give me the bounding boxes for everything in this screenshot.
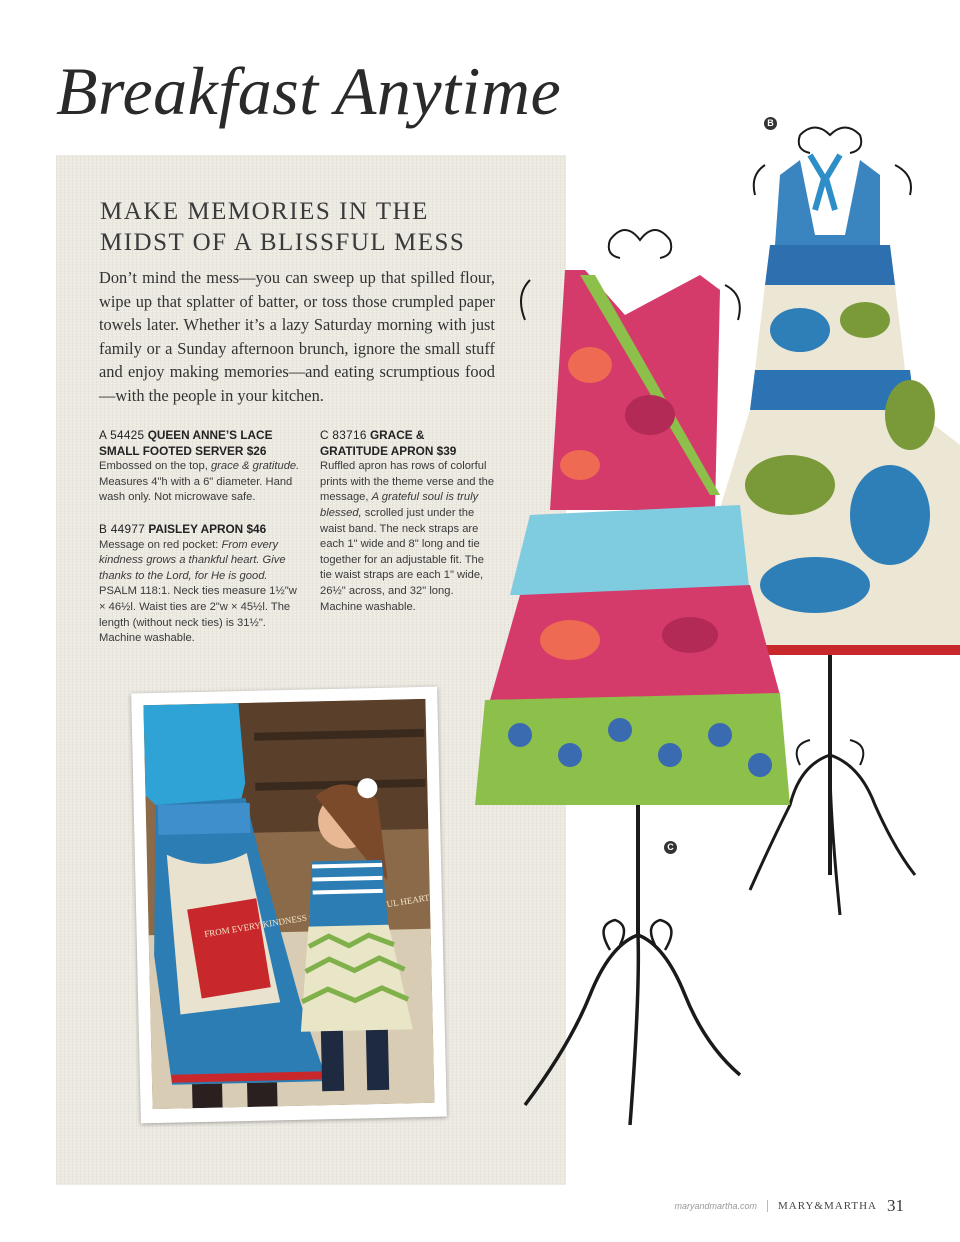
- product-a-desc1: Embossed on the top,: [99, 460, 211, 473]
- product-a-heading: [99, 428, 304, 459]
- product-b-sku: B 44977: [99, 521, 146, 536]
- product-c-desc-italic: A grateful soul is truly blessed,: [320, 491, 479, 519]
- product-c-desc1: Ruffled apron has rows of colorful prints with the theme verse and the message,: [320, 460, 495, 504]
- item-label-c: C: [664, 841, 677, 854]
- pocket-message: FROM EVERY KINDNESS HEART: [203, 892, 431, 940]
- product-c-sku: C 83716: [320, 428, 367, 442]
- lifestyle-photo-illustration: [143, 699, 434, 1109]
- lifestyle-photo-frame: [131, 687, 447, 1124]
- item-label-b: B: [764, 117, 777, 130]
- product-b-price: $46: [246, 521, 267, 536]
- product-b-description: [99, 538, 304, 647]
- product-c-desc2: scrolled just under the waist band. The neck straps are each 1" wide and 8" long and tie together for an adjustable fit. The tie waist straps are each 1" wide, 26½" across, and 32" long. Machine washable.: [320, 506, 484, 613]
- product-c-name-line1: GRACE &: [369, 428, 425, 442]
- product-c-price: $39: [436, 443, 457, 458]
- paisley-apron: [715, 155, 960, 655]
- product-a-name-line1: QUEEN ANNE’S LACE: [147, 428, 273, 442]
- product-b-desc1: Message on red pocket:: [99, 538, 222, 551]
- product-b-desc-italic: From every kindness grows a thankful heart. Give thanks to the Lord, for He is good.: [99, 538, 286, 582]
- headline-line2: MIDST OF A BLISSFUL MESS: [100, 229, 466, 256]
- footer-divider: [767, 1200, 768, 1212]
- footer-brand: MARY&MARTHA: [778, 1200, 877, 1212]
- page-footer: [675, 1196, 905, 1216]
- product-b-desc2: PSALM 118:1. Neck ties measure 1½"w × 46½l. Waist ties are 2"w × 45½l. The length (without neck ties) is 31½". Machine washable.: [99, 585, 297, 645]
- page-title: Breakfast Anytime: [56, 53, 562, 129]
- product-a-desc2: Measures 4"h with a 6" diameter. Hand wash only. Not microwave safe.: [99, 475, 293, 504]
- product-a-name-line2: SMALL FOOTED SERVER: [99, 443, 244, 458]
- product-column-left: [99, 428, 304, 663]
- footer-url: maryandmartha.com: [674, 1201, 758, 1211]
- product-a-desc-italic: grace & gratitude.: [210, 460, 300, 473]
- product-a-sku: A 54425: [99, 428, 145, 442]
- product-a: [99, 428, 304, 506]
- product-a-price: $26: [246, 443, 267, 458]
- headline-line1: MAKE MEMORIES IN THE: [100, 198, 429, 225]
- grace-gratitude-apron: [475, 270, 790, 805]
- lifestyle-photo: [143, 699, 434, 1109]
- product-b-name: PAISLEY APRON: [148, 521, 244, 536]
- page-number: 31: [887, 1196, 904, 1215]
- product-c-name-line2: GRATITUDE APRON: [320, 443, 434, 458]
- section-headline: [100, 196, 465, 258]
- product-a-description: [99, 459, 304, 506]
- product-b: [99, 522, 304, 647]
- intro-paragraph: Don’t mind the mess—you can sweep up that spilled flour, wipe up that splatter of batter, or toss those crumpled paper towels later. Whether it’s a lazy Saturday morning with just family or a Sunday afternoon brunch, ignore the small stuff and enjoy making memories—and eating scrumptious food—with the people in your kitchen.: [99, 268, 495, 405]
- apron-display-illustration: [470, 115, 960, 1145]
- product-b-heading: [99, 522, 304, 538]
